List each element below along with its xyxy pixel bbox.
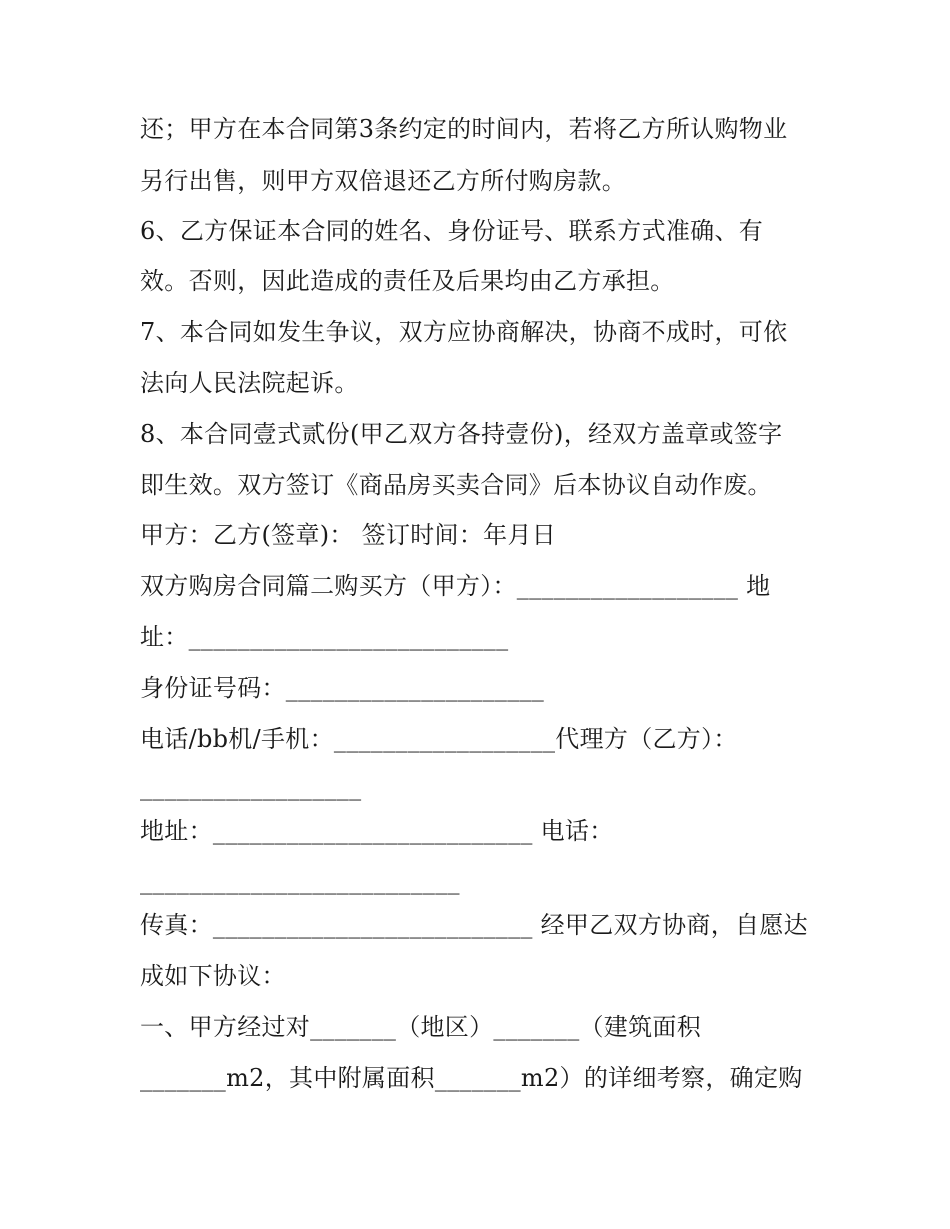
text-line: 地址：__________________________ 电话： xyxy=(140,817,614,845)
text-line: _______m2，其中附属面积_______m2）的详细考察，确定购 xyxy=(140,1064,803,1092)
text-line: 另行出售，则甲方双倍退还乙方所付购房款。 xyxy=(140,167,626,195)
text-line: 6、乙方保证本合同的姓名、身份证号、联系方式准确、有 xyxy=(140,217,764,245)
text-line: 法向人民法院起诉。 xyxy=(140,369,359,397)
signature-line: 甲方：乙方(签章)： 签订时间：年月日 xyxy=(140,521,557,549)
text-line: 即生效。双方签订《商品房买卖合同》后本协议自动作废。 xyxy=(140,471,772,499)
text-line: 址：__________________________ xyxy=(140,623,509,651)
text-line: 还；甲方在本合同第3条约定的时间内，若将乙方所认购物业 xyxy=(140,115,788,143)
text-line: 一、甲方经过对_______（地区）_______（建筑面积 xyxy=(140,1013,701,1041)
text-line: 7、本合同如发生争议，双方应协商解决，协商不成时，可依 xyxy=(140,318,788,346)
text-line: 电话/bb机/手机：__________________代理方（乙方）： xyxy=(140,725,738,753)
text-line: 效。否则，因此造成的责任及后果均由乙方承担。 xyxy=(140,267,675,295)
text-line: 传真：__________________________ 经甲乙双方协商，自愿达 xyxy=(140,911,808,939)
text-line: 成如下协议： xyxy=(140,962,286,990)
text-line: __________________ xyxy=(140,773,362,801)
section-heading-line: 双方购房合同篇二购买方（甲方）：__________________ 地 xyxy=(140,572,771,600)
text-line: __________________________ xyxy=(140,867,460,895)
text-line: 8、本合同壹式贰份(甲乙双方各持壹份)，经双方盖章或签字 xyxy=(140,420,783,448)
text-line: 身份证号码：_____________________ xyxy=(140,674,545,702)
